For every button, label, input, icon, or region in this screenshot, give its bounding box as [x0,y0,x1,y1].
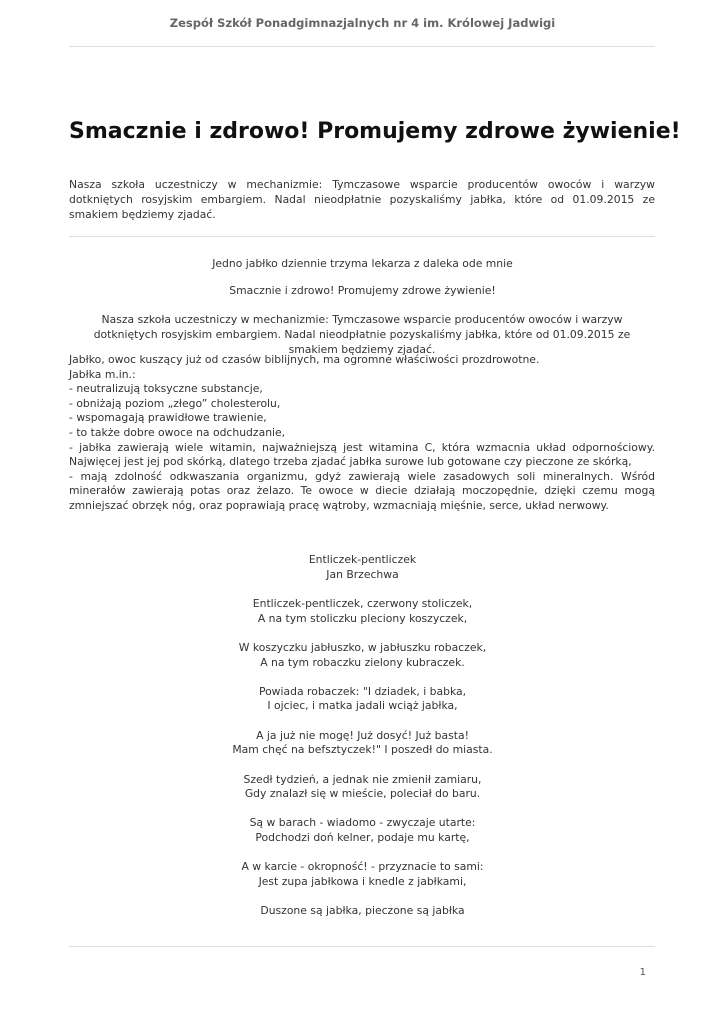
poem-line: A ja już nie mogę! Już dosyć! Już basta! [256,728,469,742]
proverb-line: Jedno jabłko dziennie trzyma lekarza z daleka ode mnie [212,257,513,270]
footer-divider [69,946,655,947]
poem-line: Gdy znalazł się w mieście, poleciał do baru. [244,787,481,801]
poem-line: I ojciec, i matka jadali wciąż jabłka, [267,699,458,713]
article-lead: Nasza szkoła uczestniczy w mechanizmie: Tymczasowe wsparcie producentów owoców i warzyw dotkniętych rosyjskim embargiem. Nadal nieodpłatnie pozyskaliśmy jabłka, które od 01.09.2015 ze smakiem będziemy zjadać. [69,178,655,221]
intro-text: Jabłko, owoc kuszący już od czasów biblijnych, ma ogromne właściwości prozdrowotne. [69,353,540,366]
poem [0,553,725,919]
poem-line: A na tym robaczku zielony kubraczek. [260,655,465,669]
poem-line: A na tym stoliczku pleciony koszyczek, [257,611,468,625]
repeat-lead: Nasza szkoła uczestniczy w mechanizmie: Tymczasowe wsparcie producentów owoców i warzyw dotkniętych rosyjskim embargiem. Nadal nieodpłatnie pozyskaliśmy jabłka, które od 01.09.2015 ze smakiem będziemy zjadać. [93,313,631,356]
school-name-header: Zespół Szkół Ponadgimnazjalnych nr 4 im. Królowej Jadwigi [169,16,556,30]
poem-line: Są w barach - wiadomo - zwyczaje utarte: [249,816,476,830]
poem-line: Powiada robaczek: "I dziadek, i babka, [258,684,467,698]
poem-line: Duszone są jabłka, pieczone są jabłka [260,904,465,918]
poem-line: Entliczek-pentliczek, czerwony stoliczek, [252,596,473,610]
header-divider [69,46,655,47]
list-item: - wspomagają prawidłowe trawienie, [69,411,267,425]
benefits-section [69,353,655,514]
list-item: - neutralizują toksyczne substancje, [69,382,263,396]
list-item: - jabłka zawierają wiele witamin, najważniejszą jest witamina C, która wzmacnia układ odpornościowy. Najwięcej jest jej pod skórką, dlatego trzeba zjadać jabłka surowe lub gotowane czy pieczone ze skórką, [69,440,655,469]
poem-line: A w karcie - okropność! - przyznacie to sami: [241,860,484,874]
list-item: - mają zdolność odkwaszania organizmu, gdyż zawierają wiele zasadowych soli mineralnych. Wśród minerałów zawierają potas oraz żelazo. Te owoce w diecie działają moczopędnie, dzięki czemu mogą zmniejszać obrzęk nóg, oraz poprawiają pracę wątroby, wzmacniają mięśnie, serce, układ nerwowy. [69,469,655,512]
list-item: - to także dobre owoce na odchudzanie, [69,425,286,439]
article-title: Smacznie i zdrowo! Promujemy zdrowe żywienie! [69,119,681,144]
poem-line: Jest zupa jabłkowa i knedle z jabłkami, [258,875,467,889]
page-number: 1 [639,967,646,978]
poem-author: Jan Brzechwa [326,567,399,581]
poem-line: Szedł tydzień, a jednak nie zmienił zamiaru, [243,772,482,786]
poem-line: Mam chęć na befsztyczek!" I poszedł do miasta. [232,743,493,757]
list-heading: Jabłka m.in.: [69,367,136,381]
list-item: - obniżają poziom „złego” cholesterolu, [69,396,281,410]
poem-line: Podchodzi doń kelner, podaje mu kartę, [255,831,470,845]
poem-title: Entliczek-pentliczek [308,553,417,566]
repeat-title: Smacznie i zdrowo! Promujemy zdrowe żywienie! [229,284,496,297]
poem-line: W koszyczku jabłuszko, w jabłuszku robaczek, [238,640,487,654]
content-divider [69,236,655,237]
